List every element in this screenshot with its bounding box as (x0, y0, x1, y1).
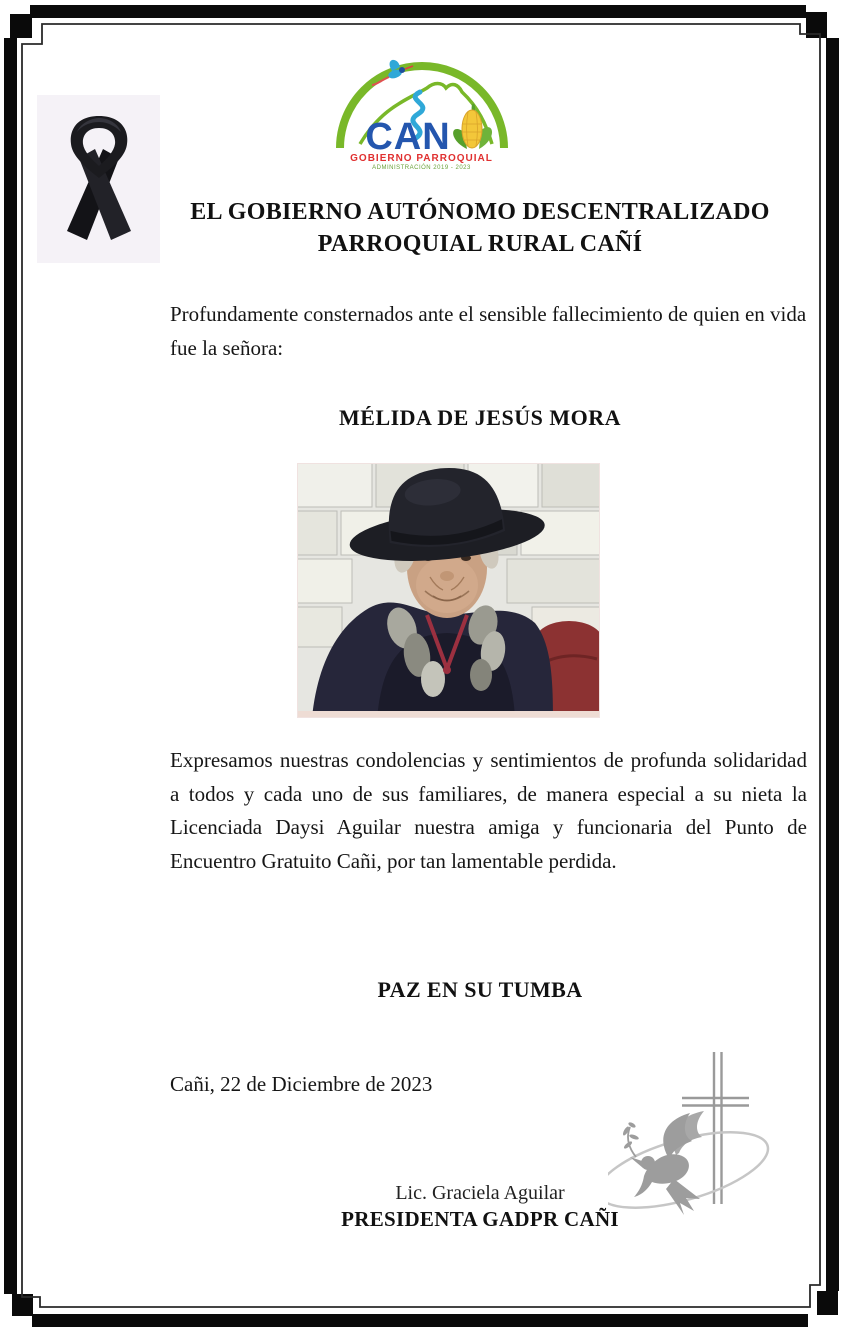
intro-paragraph: Profundamente consternados ante el sensible fallecimiento de quien en vida fue la señora: (170, 302, 807, 360)
signer-name: Lic. Graciela Aguilar (395, 1182, 565, 1204)
institution-emblem-icon (332, 52, 512, 152)
institution-logo (0, 52, 843, 171)
dateline: Cañi, 22 de Diciembre de 2023 (170, 1072, 433, 1096)
signature-block (290, 1182, 670, 1232)
title-line-1: EL GOBIERNO AUTÓNOMO DESCENTRALIZADO (190, 199, 770, 225)
signer-title: PRESIDENTA GADPR CAÑI (341, 1207, 619, 1231)
logo-tagline: ADMINISTRACIÓN 2019 - 2023 (372, 165, 471, 171)
svg-text:CAN: CAN (364, 116, 451, 152)
logo-institution-name: GOBIERNO PARROQUIAL (350, 153, 493, 164)
farewell-line: PAZ EN SU TUMBA (377, 977, 583, 1002)
deceased-name: MÉLIDA DE JESÚS MORA (339, 405, 621, 430)
title-line-2: PARROQUIAL RURAL CAÑÍ (317, 231, 643, 257)
deceased-photo (297, 463, 600, 718)
condolence-paragraph: Expresamos nuestras condolencias y sentimientos de profunda solidaridad a todos y cada uno de sus familiares, de manera especial a su nieta la Licenciada Daysi Aguilar nuestra amiga y funcionaria del Punto de Encuentro Gratuito Cañi, por tan lamentable perdida. (170, 748, 807, 873)
page-title (150, 196, 810, 260)
